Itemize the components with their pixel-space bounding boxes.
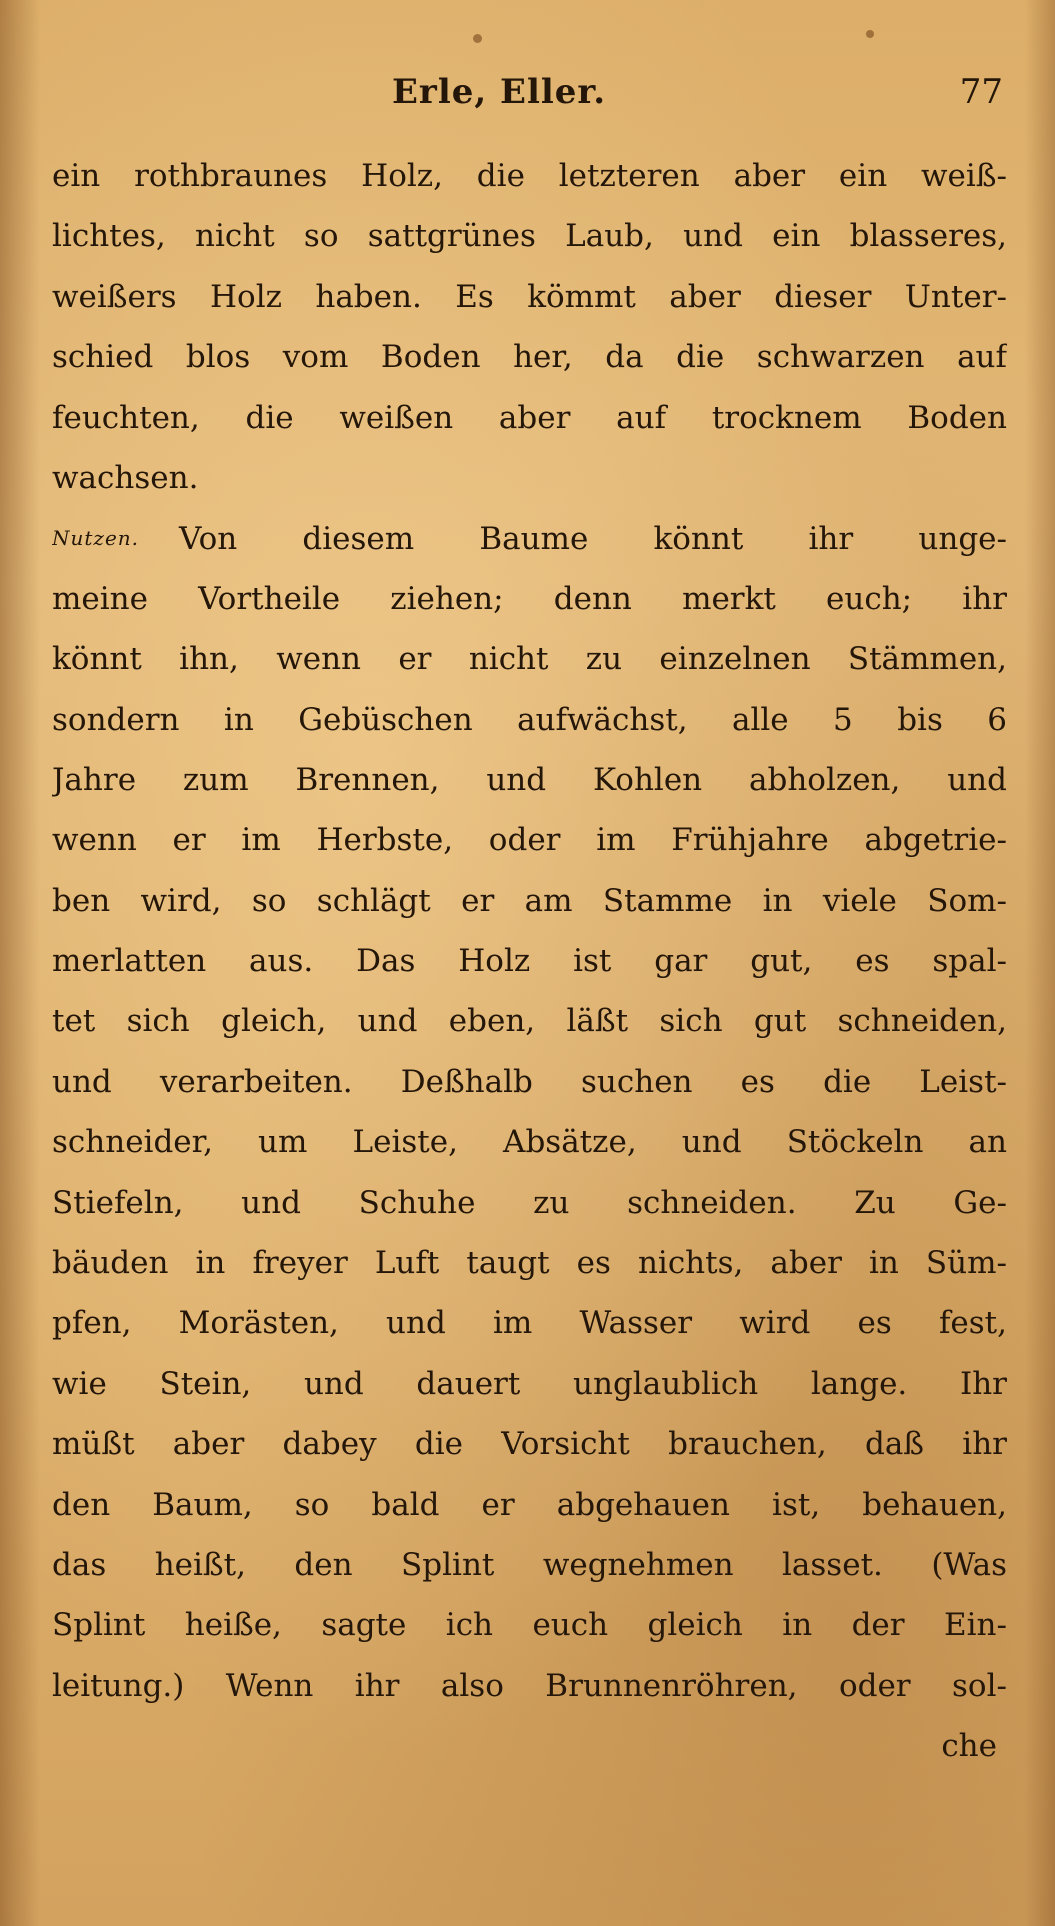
text-line: Jahre zum Brennen, und Kohlen abholzen, und — [52, 761, 1007, 798]
text-line: bäuden in freyer Luft taugt es nichts, aber in Süm- — [52, 1245, 1007, 1282]
text-line: und verarbeiten. Deßhalb suchen es die Leist- — [52, 1063, 1007, 1100]
text-line: könnt ihn, wenn er nicht zu einzelnen Stämmen, — [52, 641, 1007, 678]
text-line: wenn er im Herbste, oder im Frühjahre abgetrie- — [52, 822, 1007, 859]
paragraph-start-line — [52, 508, 1007, 568]
ink-speck — [866, 30, 874, 38]
text-line: Stiefeln, und Schuhe zu schneiden. Zu Ge- — [52, 1184, 1007, 1221]
text-line: das heißt, den Splint wegnehmen lasset. (Was — [52, 1546, 1007, 1583]
page-edge-shadow-left — [0, 0, 40, 1926]
catchword: che — [941, 1728, 997, 1765]
page-header — [0, 72, 1055, 122]
text-line: merlatten aus. Das Holz ist gar gut, es spal- — [52, 943, 1007, 980]
text-line: feuchten, die weißen aber auf trocknem Boden — [52, 399, 1007, 436]
text-line: lichtes, nicht so sattgrünes Laub, und ein blasseres, — [52, 218, 1007, 255]
text-line: ein rothbraunes Holz, die letzteren aber ein weiß- — [52, 158, 1007, 194]
text-line: leitung.) Wenn ihr also Brunnenröhren, oder sol- — [52, 1667, 1007, 1704]
running-title: Erle, Eller. — [392, 72, 607, 112]
text-line: den Baum, so bald er abgehauen ist, behauen, — [52, 1486, 1007, 1523]
text-line: müßt aber dabey die Vorsicht brauchen, daß ihr — [52, 1426, 1007, 1463]
text-line: wie Stein, und dauert unglaublich lange. Ihr — [52, 1365, 1007, 1402]
text-line: Splint heiße, sagte ich euch gleich in der Ein- — [52, 1607, 1007, 1644]
page-edge-shadow-right — [1025, 0, 1055, 1926]
ink-speck — [473, 34, 482, 43]
page-number: 77 — [959, 72, 1003, 112]
text-line: ben wird, so schlägt er am Stamme in viele Som- — [52, 882, 1007, 919]
text-line: sondern in Gebüschen aufwächst, alle 5 bis 6 — [52, 701, 1007, 738]
body-text — [52, 146, 1007, 1777]
marginal-note: Nutzen. — [52, 526, 140, 551]
text-line: Von diesem Baume könnt ihr unge- — [179, 521, 1007, 558]
text-line: pfen, Morästen, und im Wasser wird es fest, — [52, 1305, 1007, 1342]
text-line: meine Vortheile ziehen; denn merkt euch; ihr — [52, 580, 1007, 617]
text-line: schied blos vom Boden her, da die schwarzen auf — [52, 339, 1007, 376]
text-line: schneider, um Leiste, Absätze, und Stöckeln an — [52, 1124, 1007, 1161]
text-line: wachsen. — [52, 459, 199, 496]
text-line: weißers Holz haben. Es kömmt aber dieser Unter- — [52, 278, 1007, 315]
text-line: tet sich gleich, und eben, läßt sich gut schneiden, — [52, 1003, 1007, 1040]
